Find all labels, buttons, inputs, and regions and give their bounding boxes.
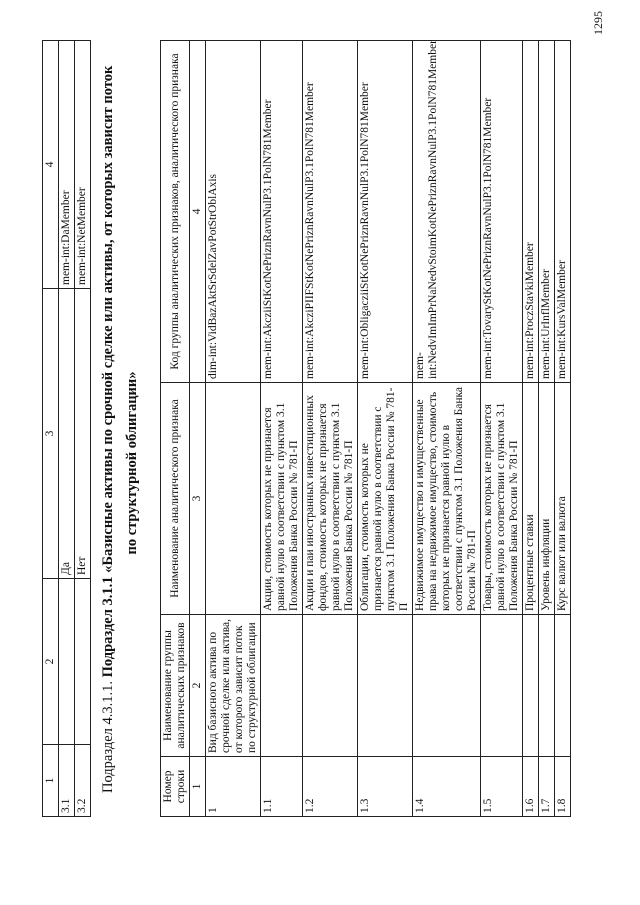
row-name: Процентные ставки	[523, 383, 539, 615]
col-num-cell: 1	[190, 757, 206, 817]
row-group	[75, 579, 91, 745]
row-number: 1.3	[358, 757, 413, 817]
row-code: mem-int:UrInflMember	[539, 41, 555, 383]
col-num-cell: 3	[190, 383, 206, 615]
table-row	[261, 41, 303, 817]
row-number: 3.2	[75, 745, 91, 817]
row-number: 3.1	[59, 745, 75, 817]
row-code: mem-int:AkcziPIIFStKotNePriznRavnNulP3.1PolN781Member	[303, 41, 358, 383]
table-row	[413, 41, 481, 817]
col-num-cell: 2	[190, 615, 206, 757]
row-number: 1.6	[523, 757, 539, 817]
row-number: 1	[206, 757, 261, 817]
table-row	[206, 41, 261, 817]
table-row	[539, 41, 555, 817]
row-name: Акции и паи иностранных инвестиционных фондов, стоимость которых не признается равной нулю в соответствии с пунктом 3.1 Положения Банка России № 781-П	[303, 383, 358, 615]
table-row	[303, 41, 358, 817]
row-group	[303, 615, 358, 757]
section-title: Подраздел 3.1.1 «Базисные активы по срочной сделке или активы, от которых зависит поток	[100, 65, 116, 678]
table-row	[75, 41, 91, 817]
main-table-colnums	[190, 41, 206, 817]
row-name	[206, 383, 261, 615]
row-number: 1.4	[413, 757, 481, 817]
row-number: 1.5	[481, 757, 523, 817]
row-code: mem-int:KursValMember	[555, 41, 571, 383]
row-name: Недвижимое имущество и имущественные права на недвижимое имущество, стоимость которых не признается равной нулю в соответствии с пунктом 3.1 Положения Банка России № 781-П	[413, 383, 481, 615]
row-name: Уровень инфляции	[539, 383, 555, 615]
row-code: mem-int:ObligacziiStKotNePriznRavnNulP3.1PolN781Member	[358, 41, 413, 383]
row-number: 1.8	[555, 757, 571, 817]
row-code: mem-int:NetMember	[75, 41, 91, 289]
row-group: Вид базисного актива по срочной сделке или актива, от которого зависит поток по структурной облигации	[206, 615, 261, 757]
top-table	[42, 40, 91, 817]
row-group	[261, 615, 303, 757]
row-name: Товары, стоимость которых не признается равной нулю в соответствии с пунктом 3.1 Положения Банка России № 781-П	[481, 383, 523, 615]
col-num-cell: 4	[43, 41, 59, 289]
row-name: Да	[59, 289, 75, 579]
row-group	[59, 579, 75, 745]
row-code: mem-int:TovaryStKotNePriznRavnNulP3.1PolN781Member	[481, 41, 523, 383]
header-code: Код группы аналитических признаков, аналитического признака	[161, 41, 190, 383]
row-number: 1.7	[539, 757, 555, 817]
row-name: Нет	[75, 289, 91, 579]
row-group	[539, 615, 555, 757]
row-code: mem-int:DaMember	[59, 41, 75, 289]
page-number: 1295	[591, 11, 605, 35]
section-title-line2: по структурной облигации»	[124, 371, 140, 555]
header-row-number: Номер строки	[161, 757, 190, 817]
header-attr-name: Наименование аналитического признака	[161, 383, 190, 615]
col-num-cell: 4	[190, 41, 206, 383]
section-prefix: Подраздел 4.3.1.1.	[100, 677, 116, 793]
row-name: Курс валют или валюта	[555, 383, 571, 615]
row-code: mem-int:AkcziiStKotNePriznRavnNulP3.1PolN781Member	[261, 41, 303, 383]
table-row	[481, 41, 523, 817]
row-number: 1.1	[261, 757, 303, 817]
main-table	[160, 40, 571, 817]
table-row	[523, 41, 539, 817]
col-num-cell: 2	[43, 579, 59, 745]
main-table-header	[161, 41, 190, 817]
header-group-name: Наименование группы аналитических признаков	[161, 615, 190, 757]
row-name: Облигации, стоимость которых не признается равной нулю в соответствии с пунктом 3.1 Положения Банка России № 781-П	[358, 383, 413, 615]
row-group	[481, 615, 523, 757]
section-heading	[96, 23, 144, 793]
col-num-cell: 1	[43, 745, 59, 817]
table-row	[59, 41, 75, 817]
table-row	[555, 41, 571, 817]
row-group	[358, 615, 413, 757]
row-group	[523, 615, 539, 757]
row-name: Акции, стоимость которых не признается равной нулю в соответствии с пунктом 3.1 Положения Банка России № 781-П	[261, 383, 303, 615]
top-table-header	[43, 41, 59, 817]
col-num-cell: 3	[43, 289, 59, 579]
row-number: 1.2	[303, 757, 358, 817]
row-code: dim-int:VidBazAktSrSdelZavPotStrOblAxis	[206, 41, 261, 383]
row-code: mem-int:NedvImImPrNaNedvStoimKotNePriznRavnNulP3.1PolN781Member	[413, 41, 481, 383]
row-code: mem-int:ProczStavkiMember	[523, 41, 539, 383]
table-row	[358, 41, 413, 817]
row-group	[555, 615, 571, 757]
row-group	[413, 615, 481, 757]
